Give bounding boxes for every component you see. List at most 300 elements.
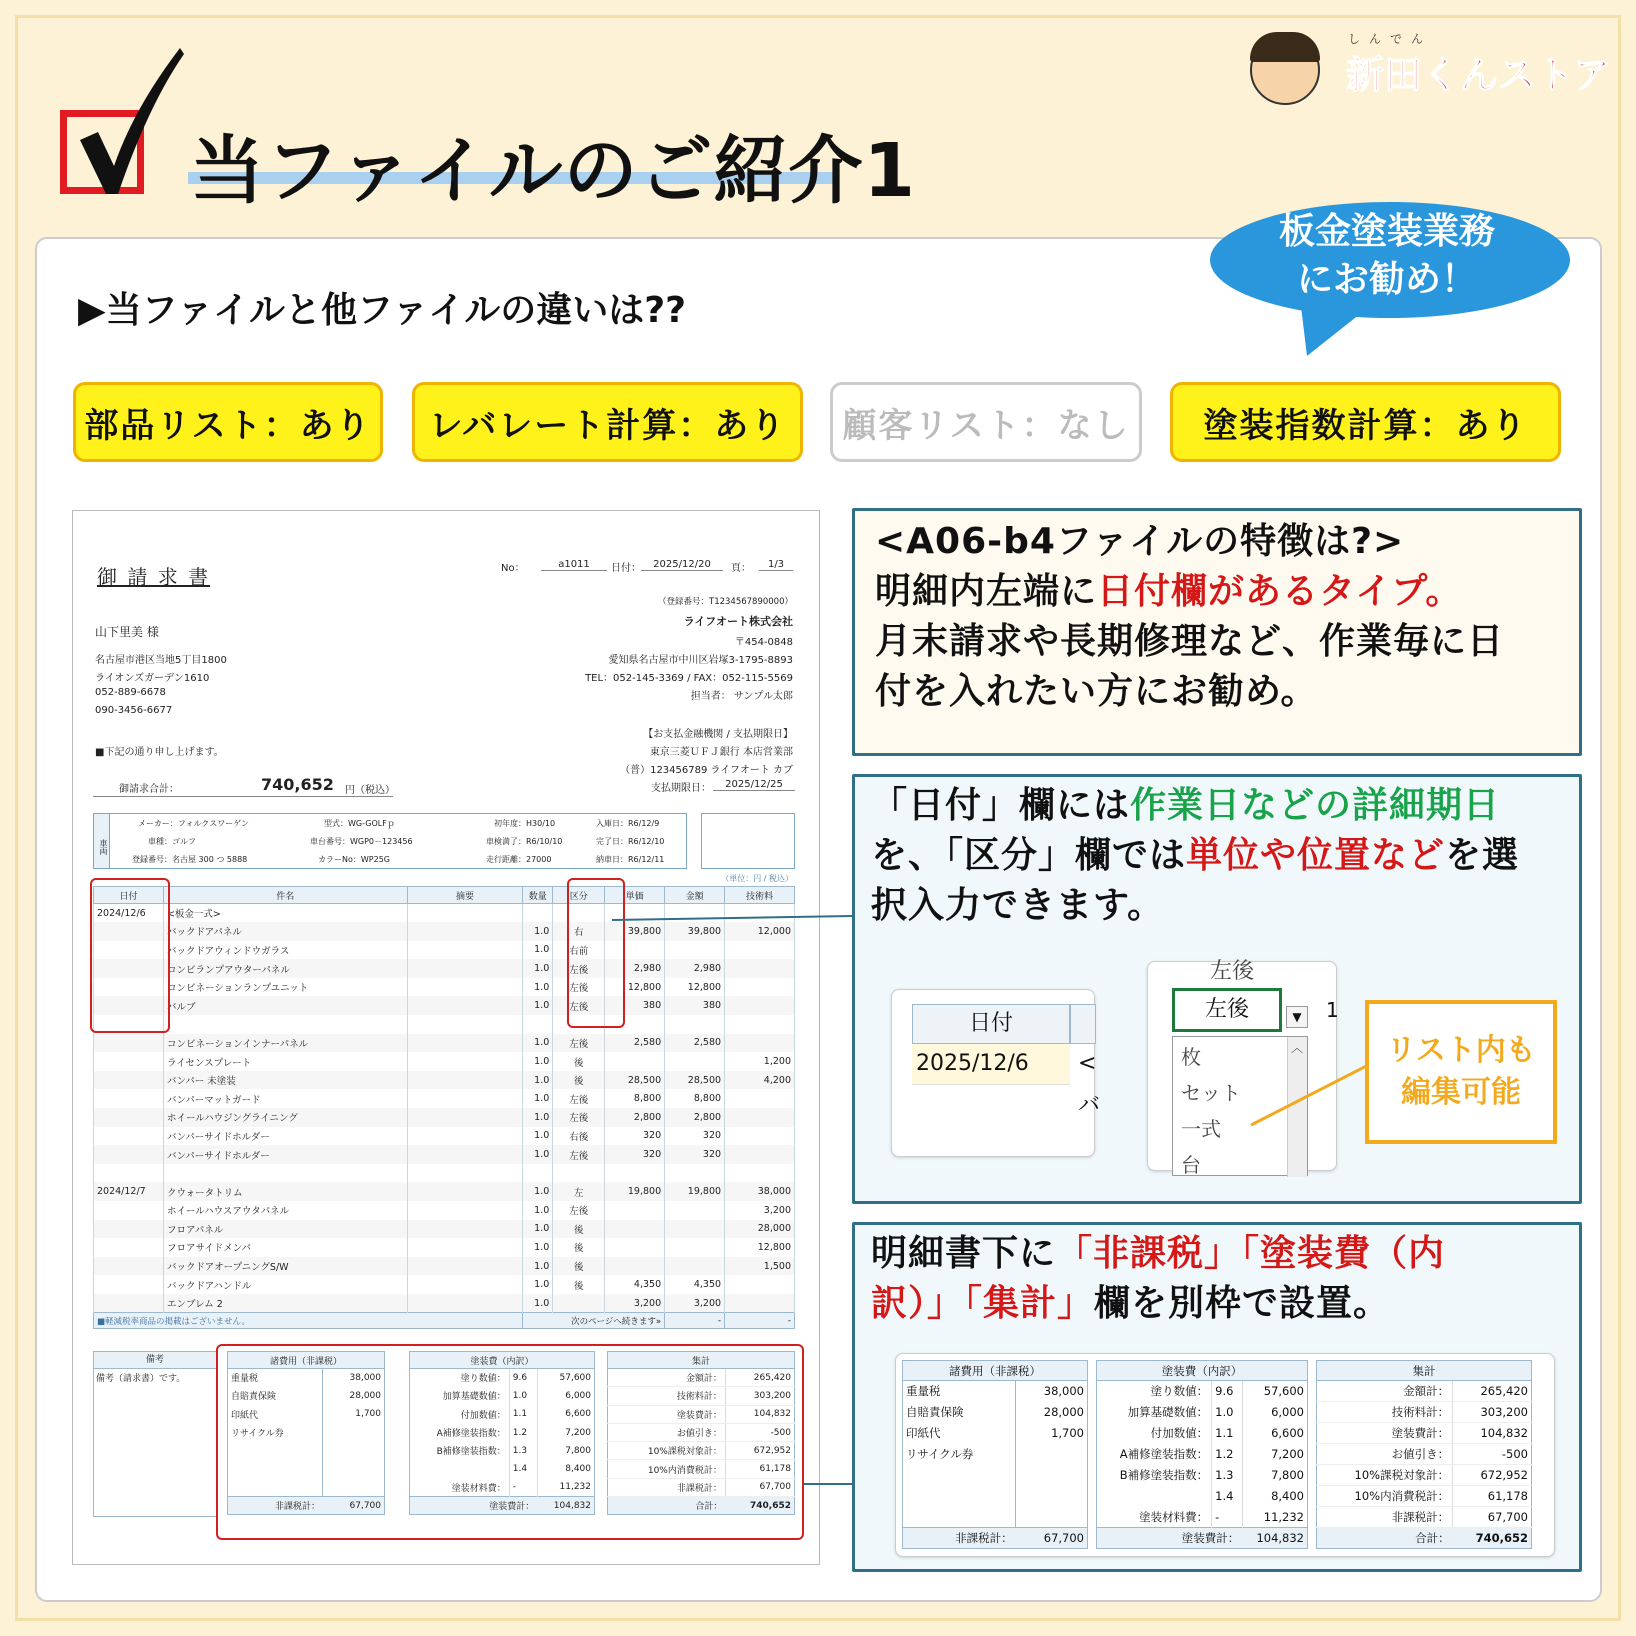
table-row [94,1108,795,1127]
table-cell: 380 [605,996,665,1015]
table-row [94,1145,795,1164]
item-value: 61,178 [725,1460,794,1478]
invoice-tel: TEL：052-145-3369 / FAX：052-115-5569 [585,673,793,684]
item-value: 672,952 [1453,1465,1532,1486]
item-value: 6,000 [1271,1405,1304,1419]
table-cell: 左後 [553,1089,605,1108]
table-cell [407,1182,523,1201]
vehicle-maker: メーカー：フォルクスワーゲン [138,819,250,828]
vehicle-done-date: 完了日：R6/12/10 [596,837,665,846]
table-row [1317,1381,1532,1402]
bubble-line1: 板金塗装業務 [1278,211,1495,252]
nontax-table [902,1360,1088,1549]
item-label: 塗装材料費： [1139,1509,1209,1524]
table-cell: 左後 [553,959,605,978]
table-row [1097,1486,1308,1507]
table-cell [665,1164,725,1183]
item-label: 塗り数値： [460,1374,506,1385]
table-cell: 4,350 [665,1275,725,1294]
column-header: 日付 [94,887,164,904]
invoice-address: 愛知県名古屋市中川区岩塚3-1795-8893 [608,655,793,666]
item-label: リサイクル券 [903,1444,1016,1465]
bubble-text [1205,208,1569,304]
table-row [1097,1444,1308,1465]
invoice-reg: （登録番号：T1234567890000） [658,597,793,607]
table-cell [407,1201,523,1220]
item-value [1016,1507,1088,1528]
item-index: 1.3 [1212,1465,1243,1486]
table-cell [94,1257,164,1276]
table-cell: 39,800 [665,922,725,941]
table-cell [725,1108,795,1127]
table-cell [725,1015,795,1034]
table-cell: 1.0 [523,1034,553,1053]
invoice-company: ライフオート株式会社 [683,615,793,628]
paint-total: 104,832 [537,1497,594,1515]
invoice-due: 2025/12/25 [713,779,795,791]
item-value [1016,1444,1088,1465]
table-cell: 1.0 [523,1089,553,1108]
nontax-head: 諸費用（非課税） [903,1361,1088,1381]
table-cell [407,1071,523,1090]
table-cell: 2024/12/7 [94,1182,164,1201]
invoice-due-label: 支払期限日： [651,783,711,794]
table-cell: 左後 [553,996,605,1015]
column-header: 区分 [553,887,605,904]
table-cell [725,996,795,1015]
invoice-cust-addr2: ライオンズガーデン1610 [95,673,210,684]
table-cell: 2,980 [605,959,665,978]
dropdown-option[interactable]: 一式 [1181,1117,1221,1141]
item-index: 1.2 [509,1423,537,1441]
table-row [94,1071,795,1090]
table-cell: 左後 [553,1108,605,1127]
table-row [903,1402,1088,1423]
invoice-page: 1/3 [759,559,793,571]
table-cell: 12,800 [605,978,665,997]
table-cell: 380 [665,996,725,1015]
feature-paint-index: 塗装指数計算：あり [1170,382,1561,462]
item-index: 9.6 [1212,1381,1243,1402]
item-index: 1.2 [1212,1444,1243,1465]
table-cell: 1.0 [523,1127,553,1146]
item-index: - [509,1478,537,1496]
item-value: 38,000 [1043,1384,1084,1399]
paint-total-label: 塗装費計： [410,1497,538,1515]
invoice-title: 御 請 求 書 [97,565,211,589]
invoice-bank2: （普）123456789 ライフオート カブ [620,765,793,776]
item-label: A補修塗装指数： [436,1429,506,1440]
item-value: 28,000 [349,1390,381,1401]
table-cell [605,1257,665,1276]
table-row [94,959,795,978]
column-header: 摘要 [407,887,523,904]
vehicle-first-year: 初年度：H30/10 [494,819,556,828]
item-label [903,1507,1016,1528]
agg-total: 740,652 [725,1497,794,1515]
table-cell: バックドアパネル [163,922,407,941]
table-cell [407,1145,523,1164]
invoice-bank1: 東京三菱ＵＦＪ銀行 本店営業部 [649,747,793,758]
table-cell: コンビネーションインナーパネル [163,1034,407,1053]
box2-line1: 「日付」欄には作業日などの詳細期日 [871,785,1501,826]
table-cell: 28,500 [605,1071,665,1090]
agg-head: 集計 [1317,1361,1532,1381]
item-value: 11,232 [1263,1509,1304,1524]
item-label: 重量税 [903,1381,1016,1402]
table-cell [725,959,795,978]
table-cell: <板金一式> [163,904,407,923]
table-cell [553,1164,605,1183]
feature-parts-list: 部品リスト：あり [73,382,383,462]
table-cell [94,1294,164,1313]
invoice-total-unit: 円（税込） [345,785,395,796]
table-cell: 右前 [553,941,605,960]
table-cell [407,922,523,941]
column-header: 数量 [523,887,553,904]
total-underline [93,796,393,797]
vehicle-in-date: 入庫日：R6/12/9 [596,819,660,828]
feature-customer-list: 顧客リスト：なし [830,382,1142,462]
table-cell [407,1034,523,1053]
item-label: 非課税計： [608,1478,726,1496]
table-cell [665,1015,725,1034]
table-cell: 3,200 [605,1294,665,1313]
table-cell [605,1220,665,1239]
table-cell: 1.0 [523,1257,553,1276]
vehicle-mileage: 走行距離：27000 [486,855,552,864]
item-index: 1.0 [509,1387,537,1405]
item-value: 1,700 [355,1409,381,1420]
foot-dash2: - [725,1313,795,1329]
invoice-cust-tel2: 090-3456-6677 [95,705,173,716]
table-cell: バンパーマットガード [163,1089,407,1108]
table-row [94,1220,795,1239]
table-cell: 1.0 [523,1145,553,1164]
table-cell: 320 [605,1127,665,1146]
table-cell [94,1052,164,1071]
item-label [903,1465,1016,1486]
vehicle-side-label: 車両 [94,814,110,868]
item-value: 57,600 [1263,1384,1304,1399]
table-cell: 1.0 [523,1071,553,1090]
agg-head: 集計 [608,1352,795,1369]
invoice-customer: 山下里美 様 [95,625,159,639]
table-row [1317,1444,1532,1465]
table-cell [407,1275,523,1294]
item-label: 塗装費計： [608,1405,726,1423]
table-cell [553,1294,605,1313]
item-value: 104,832 [1453,1423,1532,1444]
table-cell: バンパーサイドホルダー [163,1145,407,1164]
table-cell [725,1127,795,1146]
item-label: B補修塗装指数： [436,1447,506,1458]
table-row [1097,1423,1308,1444]
item-label: 印紙代 [903,1423,1016,1444]
dropdown-screenshot: 左後 左後 ▼ 1 ︿ 枚 セット 一式 台 [1147,961,1337,1171]
item-value: 38,000 [349,1372,381,1383]
nontax-total-label: 非課税計： [228,1497,323,1515]
vehicle-plate: 登録番号：名古屋 300 つ 5888 [132,855,248,864]
mascot-hair-icon [1250,32,1320,62]
table-cell: 後 [553,1071,605,1090]
item-label: B補修塗装指数： [1119,1468,1209,1482]
table-cell: 12,000 [725,922,795,941]
table-cell [407,1127,523,1146]
item-value: 11,232 [559,1482,591,1493]
remarks-head: 備考 [94,1352,216,1369]
item-value: 1,700 [1051,1426,1084,1440]
date-value-cell: 2025/12/6 [912,1044,1070,1084]
nontax-total: 67,700 [1016,1528,1088,1549]
table-row [94,1052,795,1071]
table-cell: 2,580 [605,1034,665,1053]
table-cell: 左後 [553,1034,605,1053]
item-value: 104,832 [725,1405,794,1423]
box1-line3: 月末請求や長期修理など、作業毎に日 [875,621,1505,662]
item-index: 1.3 [509,1442,537,1460]
table-cell: 2024/12/6 [94,904,164,923]
category-select[interactable]: 左後 [1172,988,1282,1032]
table-cell: 右 [553,922,605,941]
vehicle-model: 型式：WG-GOLFｐ [324,819,395,828]
table-cell [725,1034,795,1053]
item-index: 1.1 [1212,1423,1243,1444]
remarks-text: 備考（請求書）です。 [96,1374,186,1384]
table-cell [523,1164,553,1183]
table-row [94,1015,795,1034]
table-cell: バックドアウィンドウガラス [163,941,407,960]
category-column-highlight [567,878,625,1028]
table-cell: 320 [665,1145,725,1164]
item-label: 付加数値： [1150,1426,1209,1440]
logo-ruby: しんでん [1348,32,1433,46]
item-value: 7,200 [1271,1447,1304,1461]
item-label: 重量税 [228,1369,323,1387]
table-row [94,941,795,960]
table-cell [407,959,523,978]
item-value: 6,000 [565,1390,591,1401]
table-row [903,1465,1088,1486]
item-label: リサイクル券 [228,1423,323,1441]
item-label: 自賠責保険 [903,1402,1016,1423]
table-cell [94,1034,164,1053]
table-cell: 19,800 [665,1182,725,1201]
table-cell: 320 [605,1145,665,1164]
table-cell [94,1275,164,1294]
item-index: 1.4 [509,1460,537,1478]
table-row [1317,1423,1532,1444]
table-cell: バルブ [163,996,407,1015]
table-cell [665,1052,725,1071]
table-cell: 後 [553,1238,605,1257]
stamp-box [701,813,795,869]
invoice-no-label: No： [501,563,525,574]
table-cell [94,1108,164,1127]
item-value: 7,800 [1271,1468,1304,1482]
item-label: 技術料計： [1317,1402,1453,1423]
table-cell [725,978,795,997]
logo-name: 新田くんストア [1346,53,1611,97]
nontax-total-label: 非課税計： [903,1528,1016,1549]
table-cell [725,1275,795,1294]
table-cell: 8,800 [665,1089,725,1108]
box1-line2: 明細内左端に日付欄があるタイプ。 [875,571,1463,612]
column-header: 技術料 [725,887,795,904]
summary-description-box [852,1222,1582,1572]
table-cell [407,1257,523,1276]
column-header: 金額 [665,887,725,904]
box1-line4: 付を入れたい方にお勧め。 [875,671,1318,712]
table-cell [725,904,795,923]
table-row [94,922,795,941]
table-cell: 28,000 [725,1220,795,1239]
table-row [94,1294,795,1313]
foot-dash1: - [665,1313,725,1329]
table-cell [605,1201,665,1220]
table-cell: 2,580 [665,1034,725,1053]
page-title: 当ファイルのご紹介1 [190,128,917,214]
table-row [94,1164,795,1183]
table-cell: バンパーサイドホルダー [163,1127,407,1146]
paint-head: 塗装費（内訳） [1097,1361,1308,1381]
table-row [94,1257,795,1276]
checkmark-icon [52,48,182,198]
item-label: 塗装材料費： [451,1483,506,1494]
table-cell [407,1052,523,1071]
table-cell [407,996,523,1015]
invoice-cust-tel1: 052-889-6678 [95,687,166,698]
table-row [1097,1507,1308,1528]
item-label: A補修塗装指数： [1119,1447,1209,1461]
feature-labor-rate: レバレート計算：あり [412,382,803,462]
editable-list-callout: リスト内も 編集可能 [1365,1000,1557,1144]
table-cell [407,1220,523,1239]
table-cell: 1.0 [523,941,553,960]
item-value: 303,200 [1453,1402,1532,1423]
invoice-total: 740,652 [261,775,334,794]
item-label: お値引き： [608,1423,726,1441]
item-value: -500 [725,1423,794,1441]
item-value: 57,600 [559,1372,591,1383]
table-cell [725,1294,795,1313]
table-cell: 1.0 [523,959,553,978]
dropdown-option[interactable]: 枚 [1181,1045,1201,1069]
item-value: 303,200 [725,1387,794,1405]
item-value: 8,400 [565,1464,591,1475]
table-cell [725,1145,795,1164]
scroll-up-icon[interactable]: ︿ [1290,1041,1303,1055]
invoice-date: 2025/12/20 [641,559,723,571]
table-cell: 1.0 [523,1294,553,1313]
table-cell [407,1238,523,1257]
item-label: 非課税計： [1317,1507,1453,1528]
table-cell [725,1164,795,1183]
table-row [94,1182,795,1201]
table-row [94,1127,795,1146]
box2-line2: を、「区分」欄では単位や位置などを選 [871,835,1520,876]
dropdown-arrow-icon[interactable]: ▼ [1286,1006,1308,1028]
table-cell: ライセンスプレート [163,1052,407,1071]
table-cell: バンパー 未塗装 [163,1071,407,1090]
summary-screenshot [895,1353,1555,1557]
table-cell [523,904,553,923]
table-cell [407,1089,523,1108]
table-cell [407,1015,523,1034]
table-cell [407,941,523,960]
table-cell [94,1238,164,1257]
table-row [903,1381,1088,1402]
table-cell [665,1220,725,1239]
dropdown-option[interactable]: 台 [1181,1153,1201,1177]
item-value: -500 [1453,1444,1532,1465]
table-cell [94,1089,164,1108]
vehicle-vin: 車台番号：WGP0－123456 [310,837,413,846]
table-row [1097,1381,1308,1402]
invoice-page-label: 頁： [731,563,751,574]
feature-description-box [852,508,1582,756]
item-label: お値引き： [1317,1444,1453,1465]
item-label: 金額計： [608,1369,726,1387]
table-cell: 320 [665,1127,725,1146]
item-index: 1.0 [1212,1402,1243,1423]
table-cell: コンビランプアウターパネル [163,959,407,978]
vehicle-inspection: 車検満了：R6/10/10 [486,837,563,846]
table-cell: 4,200 [725,1071,795,1090]
item-value [1016,1486,1088,1507]
item-value: 67,700 [1453,1507,1532,1528]
nontax-head: 諸費用（非課税） [228,1352,385,1369]
bubble-line2: にお勧め！ [1296,259,1477,300]
remarks-box [93,1351,217,1517]
table-cell [665,904,725,923]
item-label [1097,1486,1212,1507]
table-cell: 1.0 [523,1201,553,1220]
foot-next: 次のページへ続きます» [523,1313,665,1329]
item-value [1016,1465,1088,1486]
item-label: 塗り数値： [1150,1384,1209,1399]
table-cell [163,1164,407,1183]
item-label: 10%内消費税計： [1317,1486,1453,1507]
table-cell [605,1238,665,1257]
item-label [903,1486,1016,1507]
item-label: 加算基礎数値： [1127,1405,1209,1419]
subheading: ▶当ファイルと他ファイルの違いは?? [78,290,687,331]
table-cell: 1.0 [523,1108,553,1127]
dropdown-option[interactable]: セット [1181,1081,1241,1105]
table-cell: 1.0 [523,1275,553,1294]
item-value: 6,600 [1271,1426,1304,1440]
table-row [1317,1507,1532,1528]
table-cell: バックドアオープニングS/W [163,1257,407,1276]
table-row [94,1275,795,1294]
table-cell: 左後 [553,1145,605,1164]
table-cell: 2,800 [605,1108,665,1127]
table-cell: 12,800 [725,1238,795,1257]
table-row [94,996,795,1015]
item-value: 672,952 [725,1442,794,1460]
date-column-screenshot: 日付 2025/12/6 < バ [891,989,1095,1157]
item-index: 1.4 [1212,1486,1243,1507]
table-cell: 1.0 [523,1052,553,1071]
box3-line1: 明細書下に「非課税」「塗装費（内 [871,1233,1446,1274]
item-index: - [1212,1507,1243,1528]
box3-line2: 訳）」「集計」欄を別枠で設置。 [871,1283,1391,1324]
table-cell: 2,800 [665,1108,725,1127]
table-cell: 3,200 [725,1201,795,1220]
table-cell: バックドアハンドル [163,1275,407,1294]
table-cell: 後 [553,1220,605,1239]
